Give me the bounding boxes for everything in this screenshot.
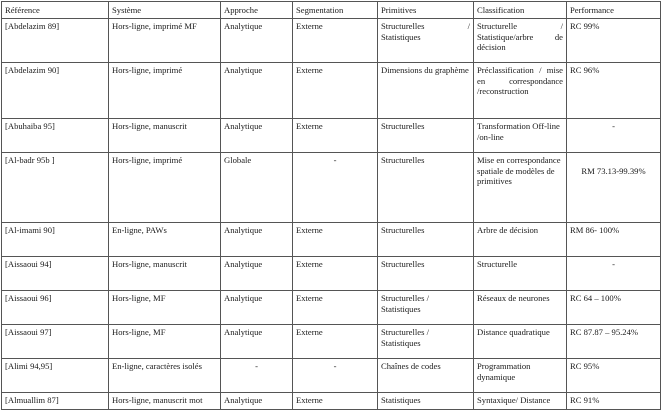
- cell-segmentation: Externe: [293, 63, 378, 119]
- cell-systeme: Hors-ligne, manuscrit mot: [109, 393, 221, 410]
- cell-reference: [Aissaoui 94]: [2, 257, 109, 291]
- cell-reference: [Alimi 94,95]: [2, 359, 109, 393]
- cell-systeme: Hors-ligne, MF: [109, 325, 221, 359]
- cell-approche: Analytique: [221, 63, 293, 119]
- cell-classification: Préclassification / mise en correspondance /reconstruction: [474, 63, 567, 119]
- cell-primitives: Chaînes de codes: [378, 359, 474, 393]
- cell-reference: [Abdelazim 89]: [2, 19, 109, 63]
- cell-classification: Transformation Off-line /on-line: [474, 119, 567, 153]
- cell-systeme: Hors-ligne, imprimé: [109, 153, 221, 223]
- cell-systeme: En-ligne, PAWs: [109, 223, 221, 257]
- table-row: [2, 325, 661, 359]
- cell-performance: RM 73.13-99.39%: [567, 153, 661, 223]
- cell-primitives: Statistiques: [378, 393, 474, 410]
- cell-reference: [Abuhaiba 95]: [2, 119, 109, 153]
- table-row: [2, 153, 661, 223]
- header-systeme: Système: [109, 2, 221, 19]
- cell-classification: Syntaxique/ Distance: [474, 393, 567, 410]
- cell-performance: -: [567, 257, 661, 291]
- cell-classification: Mise en correspondance spatiale de modèles de primitives: [474, 153, 567, 223]
- cell-primitives: Structurelles / Statistiques: [378, 291, 474, 325]
- cell-segmentation: Externe: [293, 393, 378, 410]
- cell-performance: RC 95%: [567, 359, 661, 393]
- cell-segmentation: Externe: [293, 19, 378, 63]
- cell-segmentation: Externe: [293, 325, 378, 359]
- cell-approche: Analytique: [221, 257, 293, 291]
- cell-classification: Programmation dynamique: [474, 359, 567, 393]
- cell-approche: Globale: [221, 153, 293, 223]
- cell-segmentation: -: [293, 153, 378, 223]
- cell-reference: [Abdelazim 90]: [2, 63, 109, 119]
- cell-performance: RC 87.87 – 95.24%: [567, 325, 661, 359]
- cell-segmentation: Externe: [293, 223, 378, 257]
- cell-reference: [Al-imami 90]: [2, 223, 109, 257]
- cell-approche: -: [221, 359, 293, 393]
- cell-performance: RM 86- 100%: [567, 223, 661, 257]
- cell-systeme: Hors-ligne, imprimé MF: [109, 19, 221, 63]
- reference-table: [1, 1, 661, 410]
- table-row: [2, 119, 661, 153]
- cell-segmentation: Externe: [293, 291, 378, 325]
- cell-performance: RC 64 – 100%: [567, 291, 661, 325]
- cell-primitives: Structurelles / Statistiques: [378, 325, 474, 359]
- cell-primitives: Structurelles: [378, 257, 474, 291]
- header-classification: Classification: [474, 2, 567, 19]
- cell-reference: [Al-badr 95b ]: [2, 153, 109, 223]
- cell-performance: RC 91%: [567, 393, 661, 410]
- cell-approche: Analytique: [221, 119, 293, 153]
- cell-approche: Analytique: [221, 393, 293, 410]
- cell-primitives: Structurelles / Statistiques: [378, 19, 474, 63]
- cell-approche: Analytique: [221, 223, 293, 257]
- table-row: [2, 19, 661, 63]
- cell-classification: Structurelle: [474, 257, 567, 291]
- cell-systeme: Hors-ligne, MF: [109, 291, 221, 325]
- table-row: [2, 359, 661, 393]
- cell-primitives: Dimensions du graphème: [378, 63, 474, 119]
- header-approche: Approche: [221, 2, 293, 19]
- table-row: [2, 257, 661, 291]
- cell-primitives: Structurelles: [378, 223, 474, 257]
- cell-classification: Structurelle / Statistique/arbre de décision: [474, 19, 567, 63]
- header-performance: Performance: [567, 2, 661, 19]
- cell-classification: Arbre de décision: [474, 223, 567, 257]
- table-row: [2, 63, 661, 119]
- table-row: [2, 393, 661, 410]
- cell-segmentation: Externe: [293, 119, 378, 153]
- header-reference: Référence: [2, 2, 109, 19]
- cell-approche: Analytique: [221, 325, 293, 359]
- cell-primitives: Structurelles: [378, 119, 474, 153]
- cell-classification: Distance quadratique: [474, 325, 567, 359]
- cell-primitives: Structurelles: [378, 153, 474, 223]
- cell-segmentation: -: [293, 359, 378, 393]
- cell-systeme: Hors-ligne, manuscrit: [109, 119, 221, 153]
- cell-approche: Analytique: [221, 19, 293, 63]
- cell-systeme: Hors-ligne, manuscrit: [109, 257, 221, 291]
- cell-performance: RC 99%: [567, 19, 661, 63]
- table-row: [2, 291, 661, 325]
- cell-reference: [Almuallim 87]: [2, 393, 109, 410]
- cell-approche: Analytique: [221, 291, 293, 325]
- cell-segmentation: Externe: [293, 257, 378, 291]
- cell-reference: [Aissaoui 96]: [2, 291, 109, 325]
- header-segmentation: Segmentation: [293, 2, 378, 19]
- cell-systeme: En-ligne, caractères isolés: [109, 359, 221, 393]
- table-row: [2, 223, 661, 257]
- cell-performance: RC 96%: [567, 63, 661, 119]
- cell-performance: -: [567, 119, 661, 153]
- header-primitives: Primitives: [378, 2, 474, 19]
- cell-reference: [Aissaoui 97]: [2, 325, 109, 359]
- cell-classification: Réseaux de neurones: [474, 291, 567, 325]
- header-row: [2, 2, 661, 19]
- cell-systeme: Hors-ligne, imprimé: [109, 63, 221, 119]
